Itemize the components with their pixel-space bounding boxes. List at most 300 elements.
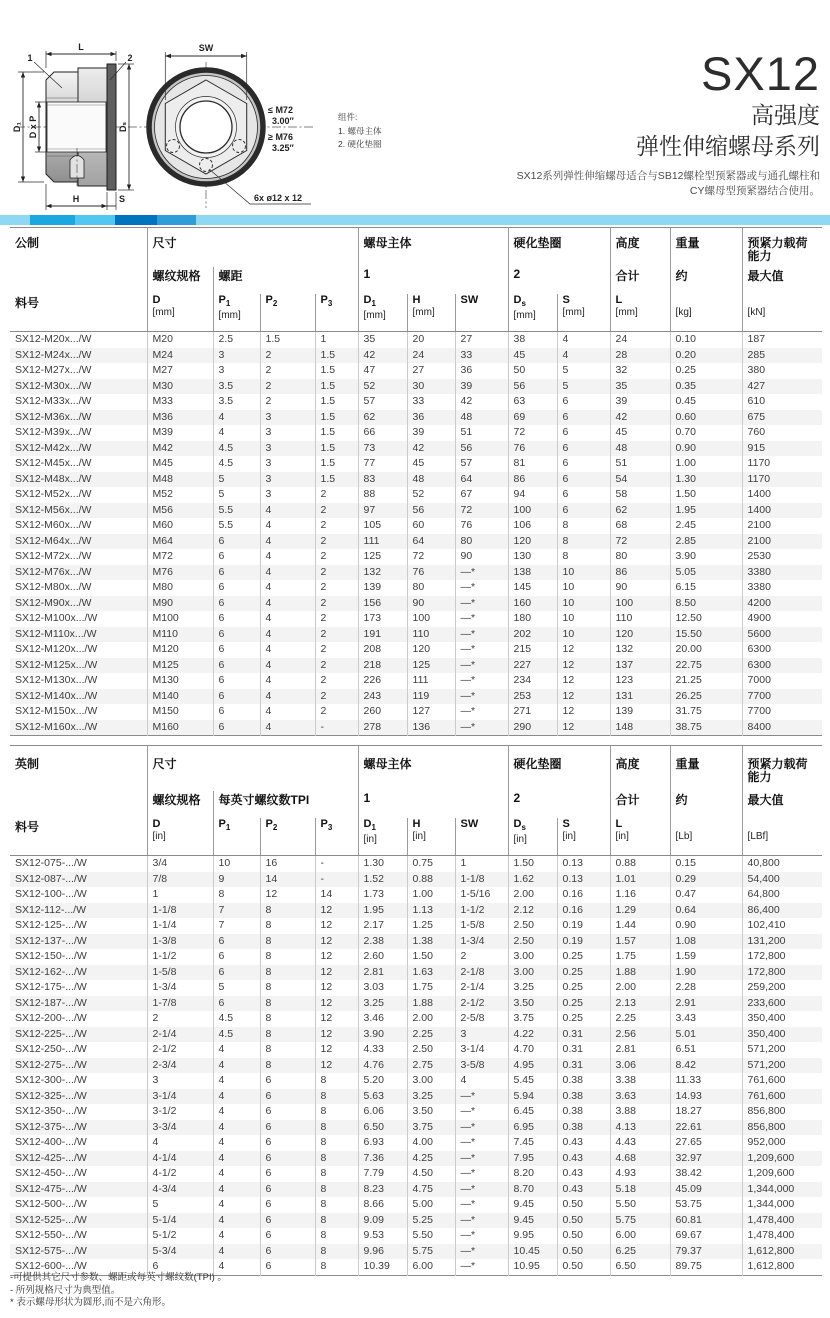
value-cell: 4 xyxy=(260,596,315,612)
value-cell: 4 xyxy=(213,1228,260,1244)
column-header xyxy=(742,294,822,332)
value-cell: 5.94 xyxy=(508,1089,557,1105)
value-cell: 2.50 xyxy=(508,934,557,950)
value-cell: 8 xyxy=(260,1058,315,1074)
value-cell: 8 xyxy=(315,1197,358,1213)
table-row xyxy=(10,565,822,581)
column-unit: [mm] xyxy=(562,307,585,318)
value-cell: 123 xyxy=(610,673,670,689)
value-cell: 3 xyxy=(455,1027,508,1043)
part-number-cell: SX12-M36x.../W xyxy=(15,410,92,423)
value-cell: 2-1/4 xyxy=(455,980,508,996)
value-cell: 856,800 xyxy=(742,1104,822,1120)
value-cell: 58 xyxy=(610,487,670,503)
value-cell: - xyxy=(315,720,358,736)
value-cell: 24 xyxy=(407,348,455,364)
value-cell: 0.25 xyxy=(557,980,610,996)
value-cell: 7.79 xyxy=(358,1166,407,1182)
column-symbol: D xyxy=(152,818,161,830)
value-cell: 6 xyxy=(213,720,260,736)
value-cell: 1.88 xyxy=(407,996,455,1012)
column-unit: [in] xyxy=(412,831,426,842)
value-cell: 1.50 xyxy=(670,487,742,503)
value-cell: 1400 xyxy=(742,487,822,503)
value-cell: 10.45 xyxy=(508,1244,557,1260)
column-header xyxy=(358,818,407,856)
column-unit: [in] xyxy=(562,831,576,842)
dim-label-dxp: D x P xyxy=(28,115,38,139)
value-cell: 215 xyxy=(508,642,557,658)
column-symbol: $P_3$ xyxy=(320,818,333,833)
value-cell: 125 xyxy=(407,658,455,674)
part-number-cell: SX12-M42x.../W xyxy=(15,441,92,454)
page-subtitle-strength: 高强度 xyxy=(751,102,820,128)
value-cell: 8 xyxy=(557,534,610,550)
value-cell: 7700 xyxy=(742,704,822,720)
column-symbol: $P_1$ xyxy=(218,294,231,309)
value-cell: 0.43 xyxy=(557,1135,610,1151)
value-cell: M45 xyxy=(147,456,213,472)
value-cell: 12 xyxy=(315,949,358,965)
table-row xyxy=(10,410,822,426)
title-block xyxy=(516,47,820,199)
callout-2: 2 xyxy=(127,53,133,63)
value-cell: M20 xyxy=(147,332,213,348)
part-number-cell: SX12-150-.../W xyxy=(15,950,87,962)
column-unit xyxy=(219,834,260,846)
column-symbol: $D_1$ xyxy=(363,818,376,833)
spacer-cell xyxy=(10,267,147,294)
value-cell: 4 xyxy=(557,348,610,364)
value-cell: 2 xyxy=(315,580,358,596)
part-number-cell: SX12-M76x.../W xyxy=(15,565,92,578)
column-header xyxy=(260,294,315,332)
value-cell: 1.95 xyxy=(670,503,742,519)
value-cell: 1.73 xyxy=(358,887,407,903)
value-cell: 4.33 xyxy=(358,1042,407,1058)
value-cell: 1.00 xyxy=(407,887,455,903)
value-cell: 2 xyxy=(315,689,358,705)
value-cell: 3-3/4 xyxy=(147,1120,213,1136)
value-cell: 9.53 xyxy=(358,1228,407,1244)
value-cell: 0.35 xyxy=(670,379,742,395)
value-cell: 8 xyxy=(260,918,315,934)
value-cell: 6 xyxy=(557,394,610,410)
value-cell: 2.81 xyxy=(610,1042,670,1058)
value-cell: 137 xyxy=(610,658,670,674)
value-cell: 1.5 xyxy=(315,394,358,410)
value-cell: 6 xyxy=(557,410,610,426)
part-number-cell: SX12-075-.../W xyxy=(15,857,87,869)
value-cell: 3 xyxy=(260,425,315,441)
value-cell: 1.75 xyxy=(610,949,670,965)
value-cell: 132 xyxy=(610,642,670,658)
value-cell: 218 xyxy=(358,658,407,674)
value-cell: 8 xyxy=(260,1011,315,1027)
legend-item-washer: 2. 硬化垫圈 xyxy=(338,139,382,149)
part-number-cell: SX12-M20x.../W xyxy=(15,333,92,345)
value-cell: —* xyxy=(455,720,508,736)
value-cell: 131 xyxy=(610,689,670,705)
value-cell: 9.96 xyxy=(358,1244,407,1260)
part-number-cell: SX12-550-.../W xyxy=(15,1229,87,1241)
value-cell: 0.43 xyxy=(557,1166,610,1182)
value-cell: 2 xyxy=(260,363,315,379)
value-cell: 73 xyxy=(358,441,407,457)
value-cell: 2.91 xyxy=(670,996,742,1012)
value-cell: 180 xyxy=(508,611,557,627)
value-cell: 4.95 xyxy=(508,1058,557,1074)
value-cell: 4.68 xyxy=(610,1151,670,1167)
value-cell: 350,400 xyxy=(742,1027,822,1043)
column-header xyxy=(260,818,315,856)
legend-title: 组件: xyxy=(338,112,358,122)
value-cell: 79.37 xyxy=(670,1244,742,1260)
value-cell: 4 xyxy=(213,1166,260,1182)
value-cell: 1-5/16 xyxy=(455,887,508,903)
value-cell: —* xyxy=(455,1259,508,1275)
column-symbol xyxy=(676,294,742,307)
value-cell: 2.5 xyxy=(213,332,260,348)
value-cell: 139 xyxy=(358,580,407,596)
value-cell: 2 xyxy=(315,658,358,674)
value-cell: 4.70 xyxy=(508,1042,557,1058)
value-cell: 111 xyxy=(407,673,455,689)
value-cell: 1,209,600 xyxy=(742,1151,822,1167)
value-cell: 1.5 xyxy=(315,363,358,379)
value-cell: M64 xyxy=(147,534,213,550)
value-cell: 0.43 xyxy=(557,1182,610,1198)
value-cell: 97 xyxy=(358,503,407,519)
value-cell: 3-1/4 xyxy=(147,1089,213,1105)
column-header-part-number: 料号 xyxy=(10,294,147,332)
group-header-preload xyxy=(742,746,822,792)
value-cell: 28 xyxy=(610,348,670,364)
value-cell: M125 xyxy=(147,658,213,674)
value-cell: 39 xyxy=(455,379,508,395)
value-cell: 156 xyxy=(358,596,407,612)
value-cell: 0.38 xyxy=(557,1089,610,1105)
column-header xyxy=(557,818,610,856)
value-cell: 253 xyxy=(508,689,557,705)
value-cell: 6.00 xyxy=(407,1259,455,1275)
value-cell: 8 xyxy=(557,518,610,534)
value-cell: 6 xyxy=(260,1197,315,1213)
value-cell: 952,000 xyxy=(742,1135,822,1151)
value-cell: 7 xyxy=(213,918,260,934)
value-cell: 6 xyxy=(557,472,610,488)
value-cell: 172,800 xyxy=(742,965,822,981)
value-cell: 40,800 xyxy=(742,856,822,872)
value-cell: 2 xyxy=(315,534,358,550)
column-header xyxy=(670,818,742,856)
value-cell: 12 xyxy=(315,980,358,996)
value-cell: 160 xyxy=(508,596,557,612)
value-cell: 0.29 xyxy=(670,872,742,888)
value-cell: 3.90 xyxy=(358,1027,407,1043)
value-cell: 4 xyxy=(260,565,315,581)
dim-label-d1: D₁ xyxy=(12,121,22,133)
value-cell: 6 xyxy=(213,996,260,1012)
value-cell: 675 xyxy=(742,410,822,426)
value-cell: 50 xyxy=(508,363,557,379)
value-cell: 1.08 xyxy=(670,934,742,950)
part-number-cell: SX12-475-.../W xyxy=(15,1182,87,1195)
value-cell: 4 xyxy=(213,1058,260,1074)
value-cell: 3.00 xyxy=(508,965,557,981)
value-cell: 20.00 xyxy=(670,642,742,658)
value-cell: 8 xyxy=(315,1213,358,1229)
value-cell: 350,400 xyxy=(742,1011,822,1027)
value-cell: 6 xyxy=(213,658,260,674)
value-cell: 120 xyxy=(407,642,455,658)
column-symbol: $P_2$ xyxy=(265,294,278,309)
value-cell: 5 xyxy=(213,487,260,503)
value-cell: 90 xyxy=(455,549,508,565)
value-cell: 1.38 xyxy=(407,934,455,950)
value-cell: 10.95 xyxy=(508,1259,557,1275)
value-cell: 0.25 xyxy=(557,996,610,1012)
dim-label-sw: SW xyxy=(198,43,214,53)
value-cell: 761,600 xyxy=(742,1089,822,1105)
part-number-cell: SX12-M110x.../W xyxy=(15,627,97,640)
value-cell: 6.25 xyxy=(610,1244,670,1260)
value-cell: 0.64 xyxy=(670,903,742,919)
value-cell: 4 xyxy=(260,549,315,565)
value-cell: 4.5 xyxy=(213,441,260,457)
value-cell: 4.00 xyxy=(407,1135,455,1151)
column-header xyxy=(508,294,557,332)
table-row xyxy=(10,472,822,488)
value-cell: 72 xyxy=(455,503,508,519)
value-cell: 4 xyxy=(213,1213,260,1229)
value-cell: 187 xyxy=(742,332,822,348)
table-row xyxy=(10,348,822,364)
value-cell: —* xyxy=(455,565,508,581)
table-row xyxy=(10,611,822,627)
value-cell: 4.5 xyxy=(213,456,260,472)
part-number-cell: SX12-M45x.../W xyxy=(15,457,92,469)
region-header: 英制 xyxy=(15,757,40,771)
value-cell: 6 xyxy=(213,689,260,705)
value-cell: M120 xyxy=(147,642,213,658)
column-symbol: L xyxy=(615,818,623,830)
value-cell: 6 xyxy=(260,1104,315,1120)
value-cell: 2100 xyxy=(742,518,822,534)
column-unit: [mm] xyxy=(615,307,638,318)
value-cell: 12 xyxy=(315,918,358,934)
value-cell: 3.50 xyxy=(407,1104,455,1120)
table-row xyxy=(10,949,822,965)
value-cell: 233,600 xyxy=(742,996,822,1012)
value-cell: 72 xyxy=(610,534,670,550)
value-cell: M36 xyxy=(147,410,213,426)
value-cell: 0.75 xyxy=(407,856,455,872)
value-cell: 2100 xyxy=(742,534,822,550)
part-number-cell: SX12-175-.../W xyxy=(15,981,87,993)
value-cell: 6 xyxy=(213,965,260,981)
value-cell: 1.5 xyxy=(315,379,358,395)
value-cell: 0.10 xyxy=(670,332,742,348)
dim-label-h: H xyxy=(72,194,80,204)
subheader-weight-approx: 约 xyxy=(670,267,742,294)
value-cell: 2 xyxy=(315,503,358,519)
value-cell: M48 xyxy=(147,472,213,488)
value-cell: 1400 xyxy=(742,503,822,519)
value-cell: 4-1/4 xyxy=(147,1151,213,1167)
part-number-cell: SX12-200-.../W xyxy=(15,1012,87,1024)
column-unit: [Lb] xyxy=(675,831,693,842)
column-symbol: $D_s$ xyxy=(513,818,526,833)
accent-bar-segment xyxy=(196,215,830,225)
accent-bar-segment xyxy=(75,215,115,225)
value-cell: 12 xyxy=(557,704,610,720)
value-cell: 1.5 xyxy=(315,456,358,472)
value-cell: 2 xyxy=(315,487,358,503)
column-header xyxy=(670,294,742,332)
value-cell: M140 xyxy=(147,689,213,705)
part-number-cell: SX12-M24x.../W xyxy=(15,348,92,361)
value-cell: 90 xyxy=(407,596,455,612)
value-cell: 8 xyxy=(260,949,315,965)
value-cell: M30 xyxy=(147,379,213,395)
table-row xyxy=(10,658,822,674)
value-cell: 6 xyxy=(213,627,260,643)
value-cell: 51 xyxy=(455,425,508,441)
page-title: SX12 xyxy=(701,47,820,100)
column-header xyxy=(147,818,213,856)
table-row xyxy=(10,673,822,689)
table-row xyxy=(10,1135,822,1151)
value-cell: 5 xyxy=(557,363,610,379)
value-cell: M160 xyxy=(147,720,213,736)
value-cell: 1.5 xyxy=(315,410,358,426)
value-cell: 0.50 xyxy=(557,1213,610,1229)
value-cell: 110 xyxy=(407,627,455,643)
value-cell: 0.19 xyxy=(557,918,610,934)
group-header-nut-body: 螺母主体 xyxy=(358,746,508,792)
value-cell: 106 xyxy=(508,518,557,534)
value-cell: 8 xyxy=(260,1027,315,1043)
value-cell: 4 xyxy=(260,534,315,550)
value-cell: 12 xyxy=(557,720,610,736)
value-cell: M24 xyxy=(147,348,213,364)
value-cell: 191 xyxy=(358,627,407,643)
value-cell: - xyxy=(315,856,358,872)
value-cell: 6.00 xyxy=(610,1228,670,1244)
table-row xyxy=(10,534,822,550)
value-cell: 6300 xyxy=(742,642,822,658)
value-cell: 1-1/2 xyxy=(147,949,213,965)
value-cell: 8 xyxy=(315,1259,358,1275)
part-number-cell: SX12-M120x.../W xyxy=(15,643,98,655)
value-cell: 610 xyxy=(742,394,822,410)
table-row xyxy=(10,503,822,519)
value-cell: 119 xyxy=(407,689,455,705)
column-unit: [kN] xyxy=(747,307,766,318)
value-cell: 2.81 xyxy=(358,965,407,981)
value-cell: 105 xyxy=(358,518,407,534)
value-cell: 0.50 xyxy=(557,1244,610,1260)
value-cell: 0.31 xyxy=(557,1058,610,1074)
part-number-cell: SX12-187-.../W xyxy=(15,996,87,1009)
value-cell: M27 xyxy=(147,363,213,379)
table-row xyxy=(10,856,822,872)
value-cell: 62 xyxy=(358,410,407,426)
footnote-line: - 所列规格尺寸为典型值。 xyxy=(10,1284,121,1296)
value-cell: 2 xyxy=(147,1011,213,1027)
subheader-washer-number: 2 xyxy=(508,791,610,818)
value-cell: 45 xyxy=(508,348,557,364)
value-cell: 1.30 xyxy=(670,472,742,488)
value-cell: —* xyxy=(455,1182,508,1198)
value-cell: 9 xyxy=(213,872,260,888)
value-cell: 6 xyxy=(213,580,260,596)
value-cell: 0.25 xyxy=(557,949,610,965)
metric-table xyxy=(10,227,822,736)
column-header xyxy=(147,294,213,332)
value-cell: 4.5 xyxy=(213,1011,260,1027)
value-cell: 2.12 xyxy=(508,903,557,919)
value-cell: 6 xyxy=(260,1213,315,1229)
group-header-weight: 重量 xyxy=(670,746,742,792)
value-cell: 12 xyxy=(315,1042,358,1058)
column-header xyxy=(358,294,407,332)
part-number-cell: SX12-M56x.../W xyxy=(15,503,92,516)
column-unit: [mm] xyxy=(412,307,435,318)
table-row xyxy=(10,1104,822,1120)
value-cell: 12 xyxy=(260,887,315,903)
value-cell: 3 xyxy=(213,348,260,364)
value-cell: 1.59 xyxy=(670,949,742,965)
value-cell: M39 xyxy=(147,425,213,441)
group-header-weight: 重量 xyxy=(670,228,742,268)
value-cell: 1-1/8 xyxy=(455,872,508,888)
value-cell: 7700 xyxy=(742,689,822,705)
value-cell: 1-1/8 xyxy=(147,903,213,919)
value-cell: 3-1/4 xyxy=(455,1042,508,1058)
value-cell: 8 xyxy=(315,1182,358,1198)
part-number-cell: SX12-137-.../W xyxy=(15,934,87,947)
value-cell: 0.90 xyxy=(670,918,742,934)
value-cell: 1.30 xyxy=(358,856,407,872)
value-cell: 4 xyxy=(213,1073,260,1089)
value-cell: 80 xyxy=(455,534,508,550)
table-row xyxy=(10,518,822,534)
subheader-preload-max: 最大值 xyxy=(742,791,822,818)
value-cell: 1-5/8 xyxy=(455,918,508,934)
column-unit: [in] xyxy=(363,834,377,846)
value-cell: 1 xyxy=(455,856,508,872)
value-cell: 54,400 xyxy=(742,872,822,888)
value-cell: 16 xyxy=(260,856,315,872)
part-number-cell: SX12-125-.../W xyxy=(15,919,87,931)
table-row xyxy=(10,1213,822,1229)
value-cell: 51 xyxy=(610,456,670,472)
value-cell: 86 xyxy=(508,472,557,488)
value-cell: 243 xyxy=(358,689,407,705)
value-cell: 1 xyxy=(315,332,358,348)
part-number-cell: SX12-M52x.../W xyxy=(15,488,92,500)
value-cell: 76 xyxy=(407,565,455,581)
part-number-cell: SX12-162-.../W xyxy=(15,965,87,978)
accent-bar xyxy=(0,215,830,225)
table-row xyxy=(10,918,822,934)
value-cell: 7/8 xyxy=(147,872,213,888)
value-cell: 4 xyxy=(213,1151,260,1167)
column-unit xyxy=(266,310,315,322)
value-cell: 6 xyxy=(213,704,260,720)
